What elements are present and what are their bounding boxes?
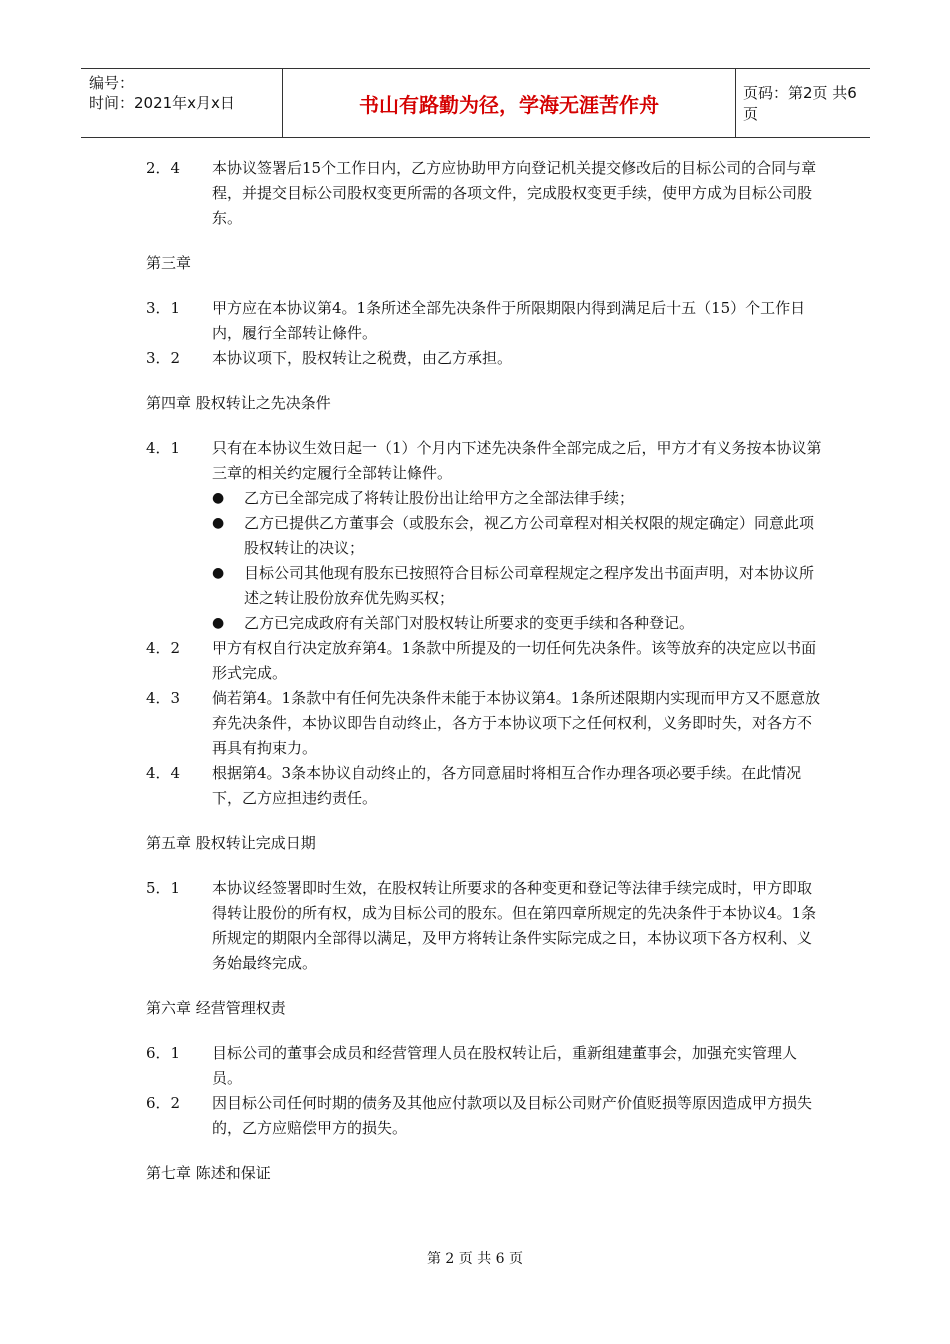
bullet-item	[146, 561, 826, 611]
clause-number: 6．1	[146, 1044, 181, 1062]
clause-number: 3．1	[146, 299, 181, 317]
clause	[146, 436, 826, 486]
chapter-heading: 第三章	[146, 254, 192, 272]
clause-text: 甲方应在本协议第4。1条所述全部先决条件于所限期限内得到满足后十五（15）个工作日内，履行全部转让條件。	[212, 299, 806, 342]
serial-label: 编号：	[89, 74, 135, 92]
bullet-text: 乙方已完成政府有关部门对股权转让所要求的变更手续和各种登记。	[244, 614, 695, 632]
clause-number: 6．2	[146, 1094, 181, 1112]
header-page-info: 页码：第2页 共6页	[743, 84, 857, 123]
clause	[146, 1091, 826, 1141]
clause-text: 只有在本协议生效日起一（1）个月内下述先决条件全部完成之后，甲方才有义务按本协议第三章的相关约定履行全部转让條件。	[212, 439, 822, 482]
clause-number: 4．4	[146, 764, 181, 782]
clause	[146, 686, 826, 761]
clause-text: 本协议经签署即时生效，在股权转让所要求的各种变更和登记等法律手续完成时，甲方即取得转让股份的所有权，成为目标公司的股东。但在第四章所规定的先决条件于本协议4。1条所规定的期限内全部得以满足，及甲方将转让条件实际完成之日，本协议项下各方权利、义务始最终完成。	[212, 879, 817, 972]
bullet-dot-icon: ●	[212, 565, 225, 581]
clause	[146, 1041, 826, 1091]
clause-number: 4．3	[146, 689, 181, 707]
clause-text: 本协议签署后15个工作日内，乙方应协助甲方向登记机关提交修改后的目标公司的合同与章程，并提交目标公司股权变更所需的各项文件，完成股权变更手续，使甲方成为目标公司股东。	[212, 159, 817, 227]
header-meta	[81, 69, 282, 137]
clause-number: 4．2	[146, 639, 181, 657]
chapter-heading: 第四章 股权转让之先决条件	[146, 394, 331, 412]
clause-text: 甲方有权自行决定放弃第4。1条款中所提及的一切任何先决条件。该等放弃的决定应以书面形式完成。	[212, 639, 817, 682]
chapter-heading: 第七章 陈述和保证	[146, 1164, 271, 1182]
page-header	[81, 68, 870, 138]
clause-text: 本协议项下，股权转让之税费，由乙方承担。	[212, 349, 513, 367]
clause-number: 3．2	[146, 349, 181, 367]
bullet-item	[146, 511, 826, 561]
date-label: 时间：2021年x月x日	[89, 94, 235, 112]
bullet-text: 乙方已全部完成了将转让股份出让给甲方之全部法律手续；	[244, 489, 635, 507]
bullet-dot-icon: ●	[212, 615, 225, 631]
clause	[146, 636, 826, 686]
chapter-heading: 第六章 经营管理权责	[146, 999, 286, 1017]
clause	[146, 761, 826, 811]
document-body	[146, 156, 826, 1206]
clause-text: 因目标公司任何时期的债务及其他应付款项以及目标公司财产价值贬损等原因造成甲方损失的，乙方应赔偿甲方的损失。	[212, 1094, 813, 1137]
clause-number: 4．1	[146, 439, 181, 457]
bullet-dot-icon: ●	[212, 490, 225, 506]
clause-number: 5．1	[146, 879, 181, 897]
bullet-text: 乙方已提供乙方董事会（或股东会，视乙方公司章程对相关权限的规定确定）同意此项股权转让的决议；	[244, 514, 815, 557]
clause-text: 目标公司的董事会成员和经营管理人员在股权转让后，重新组建董事会，加强充实管理人员。	[212, 1044, 798, 1087]
clause	[146, 876, 826, 976]
bullet-text: 目标公司其他现有股东已按照符合目标公司章程规定之程序发出书面声明，对本协议所述之转让股份放弃优先购买权；	[244, 564, 815, 607]
bullet-item	[146, 611, 826, 636]
clause	[146, 346, 826, 371]
page-footer: 第 2 页 共 6 页	[426, 1251, 524, 1267]
bullet-item	[146, 486, 826, 511]
clause-text: 倘若第4。1条款中有任何先决条件未能于本协议第4。1条所述限期内实现而甲方又不愿意放弃先决条件，本协议即告自动终止，各方于本协议项下之任何权利，义务即时失，对各方不再具有拘束力。	[212, 689, 821, 757]
clause	[146, 156, 826, 231]
clause	[146, 296, 826, 346]
clause-number: 2．4	[146, 159, 181, 177]
bullet-dot-icon: ●	[212, 515, 225, 531]
clause-text: 根据第4。3条本协议自动终止的，各方同意届时将相互合作办理各项必要手续。在此情况下，乙方应担违约责任。	[212, 764, 802, 807]
header-motto: 书山有路勤为径，学海无涯苦作舟	[282, 69, 736, 137]
chapter-heading: 第五章 股权转让完成日期	[146, 834, 316, 852]
